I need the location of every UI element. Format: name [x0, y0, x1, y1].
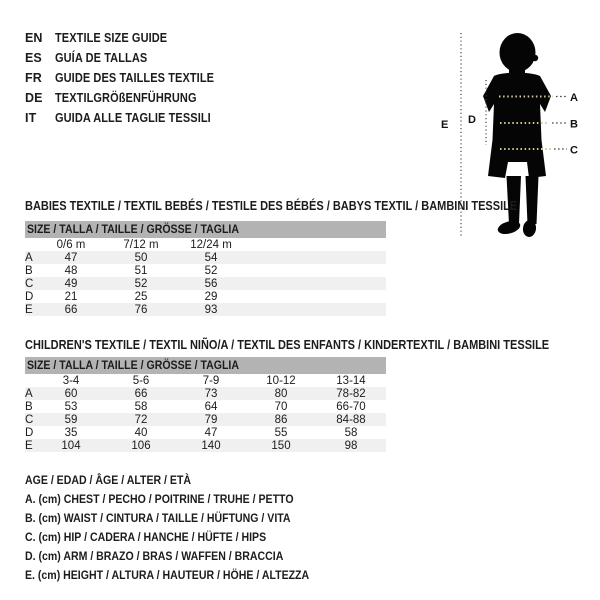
table-row — [25, 426, 386, 439]
column-header: 10-12 — [266, 374, 296, 387]
list-item — [25, 108, 236, 128]
list-item — [25, 68, 236, 88]
table-cell: 55 — [274, 426, 288, 439]
table-cell: 64 — [204, 400, 218, 413]
table-cell: 76 — [134, 303, 148, 316]
language-code: DE — [25, 91, 43, 105]
list-item — [25, 48, 236, 68]
table-cell: 35 — [64, 426, 78, 439]
babies-section-title: BABIES TEXTILE / TEXTIL BEBÉS / TESTILE DES BÉBÉS / BABYS TEXTIL / BAMBINI TESSILE — [25, 199, 518, 213]
table-cell: 73 — [204, 387, 218, 400]
table-row — [25, 387, 386, 400]
row-label: C — [25, 277, 34, 290]
table-cell: 98 — [344, 439, 358, 452]
row-label: E — [25, 439, 33, 452]
table-cell: 66 — [134, 387, 148, 400]
column-header: 7/12 m — [123, 238, 159, 251]
table-row — [25, 400, 386, 413]
legend-hip-line: C. (cm) HIP / CADERA / HANCHE / HÜFTE / HIPS — [25, 529, 267, 544]
table-cell: 47 — [204, 426, 218, 439]
table-cell: 70 — [274, 400, 288, 413]
table-cell: 104 — [61, 439, 81, 452]
babies-size-table — [25, 238, 386, 316]
guide-title: GUIDE DES TAILLES TEXTILE — [55, 71, 215, 85]
table-row — [25, 413, 386, 426]
table-header-row — [25, 374, 386, 387]
table-cell: 52 — [204, 264, 218, 277]
row-label: A — [25, 387, 33, 400]
table-cell: 150 — [271, 439, 291, 452]
row-label: C — [25, 413, 34, 426]
table-cell: 60 — [64, 387, 78, 400]
label-a: A — [570, 92, 578, 104]
guide-title: GUIDA ALLE TAGLIE TESSILI — [55, 111, 211, 125]
column-header: 12/24 m — [190, 238, 232, 251]
table-cell: 25 — [134, 290, 148, 303]
guide-title: GUÍA DE TALLAS — [55, 51, 148, 65]
guide-title: TEXTILGRÖßENFÜHRUNG — [55, 91, 197, 105]
table-cell: 59 — [64, 413, 78, 426]
table-cell: 58 — [134, 400, 148, 413]
table-cell: 140 — [201, 439, 221, 452]
table-cell: 78-82 — [336, 387, 366, 400]
column-header: 0/6 m — [56, 238, 86, 251]
table-cell: 49 — [64, 277, 78, 290]
row-label: D — [25, 426, 34, 439]
row-label: E — [25, 303, 33, 316]
label-e: E — [441, 119, 449, 131]
table-row — [25, 251, 386, 264]
table-cell: 21 — [64, 290, 78, 303]
table-cell: 93 — [204, 303, 218, 316]
table-cell: 48 — [64, 264, 78, 277]
table-cell: 86 — [274, 413, 288, 426]
language-title-list — [25, 28, 236, 128]
row-label: A — [25, 251, 33, 264]
babies-size-header-bar: SIZE / TALLA / TAILLE / GRÖSSE / TAGLIA — [25, 221, 386, 238]
table-cell: 58 — [344, 426, 358, 439]
language-code: ES — [25, 51, 42, 65]
table-header-row — [25, 238, 386, 251]
label-d: D — [468, 114, 476, 126]
legend-chest-line: A. (cm) CHEST / PECHO / POITRINE / TRUHE / PETTO — [25, 491, 294, 506]
children-size-header-bar: SIZE / TALLA / TAILLE / GRÖSSE / TAGLIA — [25, 357, 386, 374]
table-cell: 51 — [134, 264, 148, 277]
legend-waist-line: B. (cm) WAIST / CINTURA / TAILLE / HÜFTUNG / VITA — [25, 510, 291, 525]
table-cell: 72 — [134, 413, 148, 426]
language-code: FR — [25, 71, 42, 85]
table-row — [25, 290, 386, 303]
table-row — [25, 303, 386, 316]
table-cell: 47 — [64, 251, 78, 264]
table-cell: 84-88 — [336, 413, 366, 426]
language-code: IT — [25, 111, 37, 125]
column-header: 5-6 — [132, 374, 150, 387]
column-header: 7-9 — [202, 374, 220, 387]
legend-arm-line: D. (cm) ARM / BRAZO / BRAS / WAFFEN / BRACCIA — [25, 548, 284, 563]
row-label: B — [25, 400, 33, 413]
table-cell: 29 — [204, 290, 218, 303]
children-section-title: CHILDREN'S TEXTILE / TEXTIL NIÑO/A / TEXTIL DES ENFANTS / KINDERTEXTIL / BAMBINI TESSILE — [25, 338, 550, 352]
label-b: B — [570, 118, 578, 131]
table-cell: 40 — [134, 426, 148, 439]
column-header: 3-4 — [62, 374, 80, 387]
legend-height-line: E. (cm) HEIGHT / ALTURA / HAUTEUR / HÖHE / ALTEZZA — [25, 567, 310, 582]
row-label: D — [25, 290, 34, 303]
measurement-legend — [25, 470, 348, 584]
table-cell: 66-70 — [336, 400, 366, 413]
table-row — [25, 439, 386, 452]
table-cell: 52 — [134, 277, 148, 290]
list-item — [25, 88, 236, 108]
column-header: 13-14 — [336, 374, 366, 387]
table-cell: 53 — [64, 400, 78, 413]
table-cell: 56 — [204, 277, 218, 290]
row-label: B — [25, 264, 33, 277]
table-cell: 66 — [64, 303, 78, 316]
table-row — [25, 264, 386, 277]
table-cell: 79 — [204, 413, 218, 426]
table-cell: 80 — [274, 387, 288, 400]
children-size-table — [25, 374, 386, 452]
legend-age-line: AGE / EDAD / ÂGE / ALTER / ETÀ — [25, 472, 192, 487]
label-c: C — [570, 144, 578, 157]
guide-title: TEXTILE SIZE GUIDE — [55, 31, 168, 45]
list-item — [25, 28, 236, 48]
table-cell: 54 — [204, 251, 218, 264]
table-cell: 106 — [131, 439, 151, 452]
table-row — [25, 277, 386, 290]
language-code: EN — [25, 31, 43, 45]
table-cell: 50 — [134, 251, 148, 264]
